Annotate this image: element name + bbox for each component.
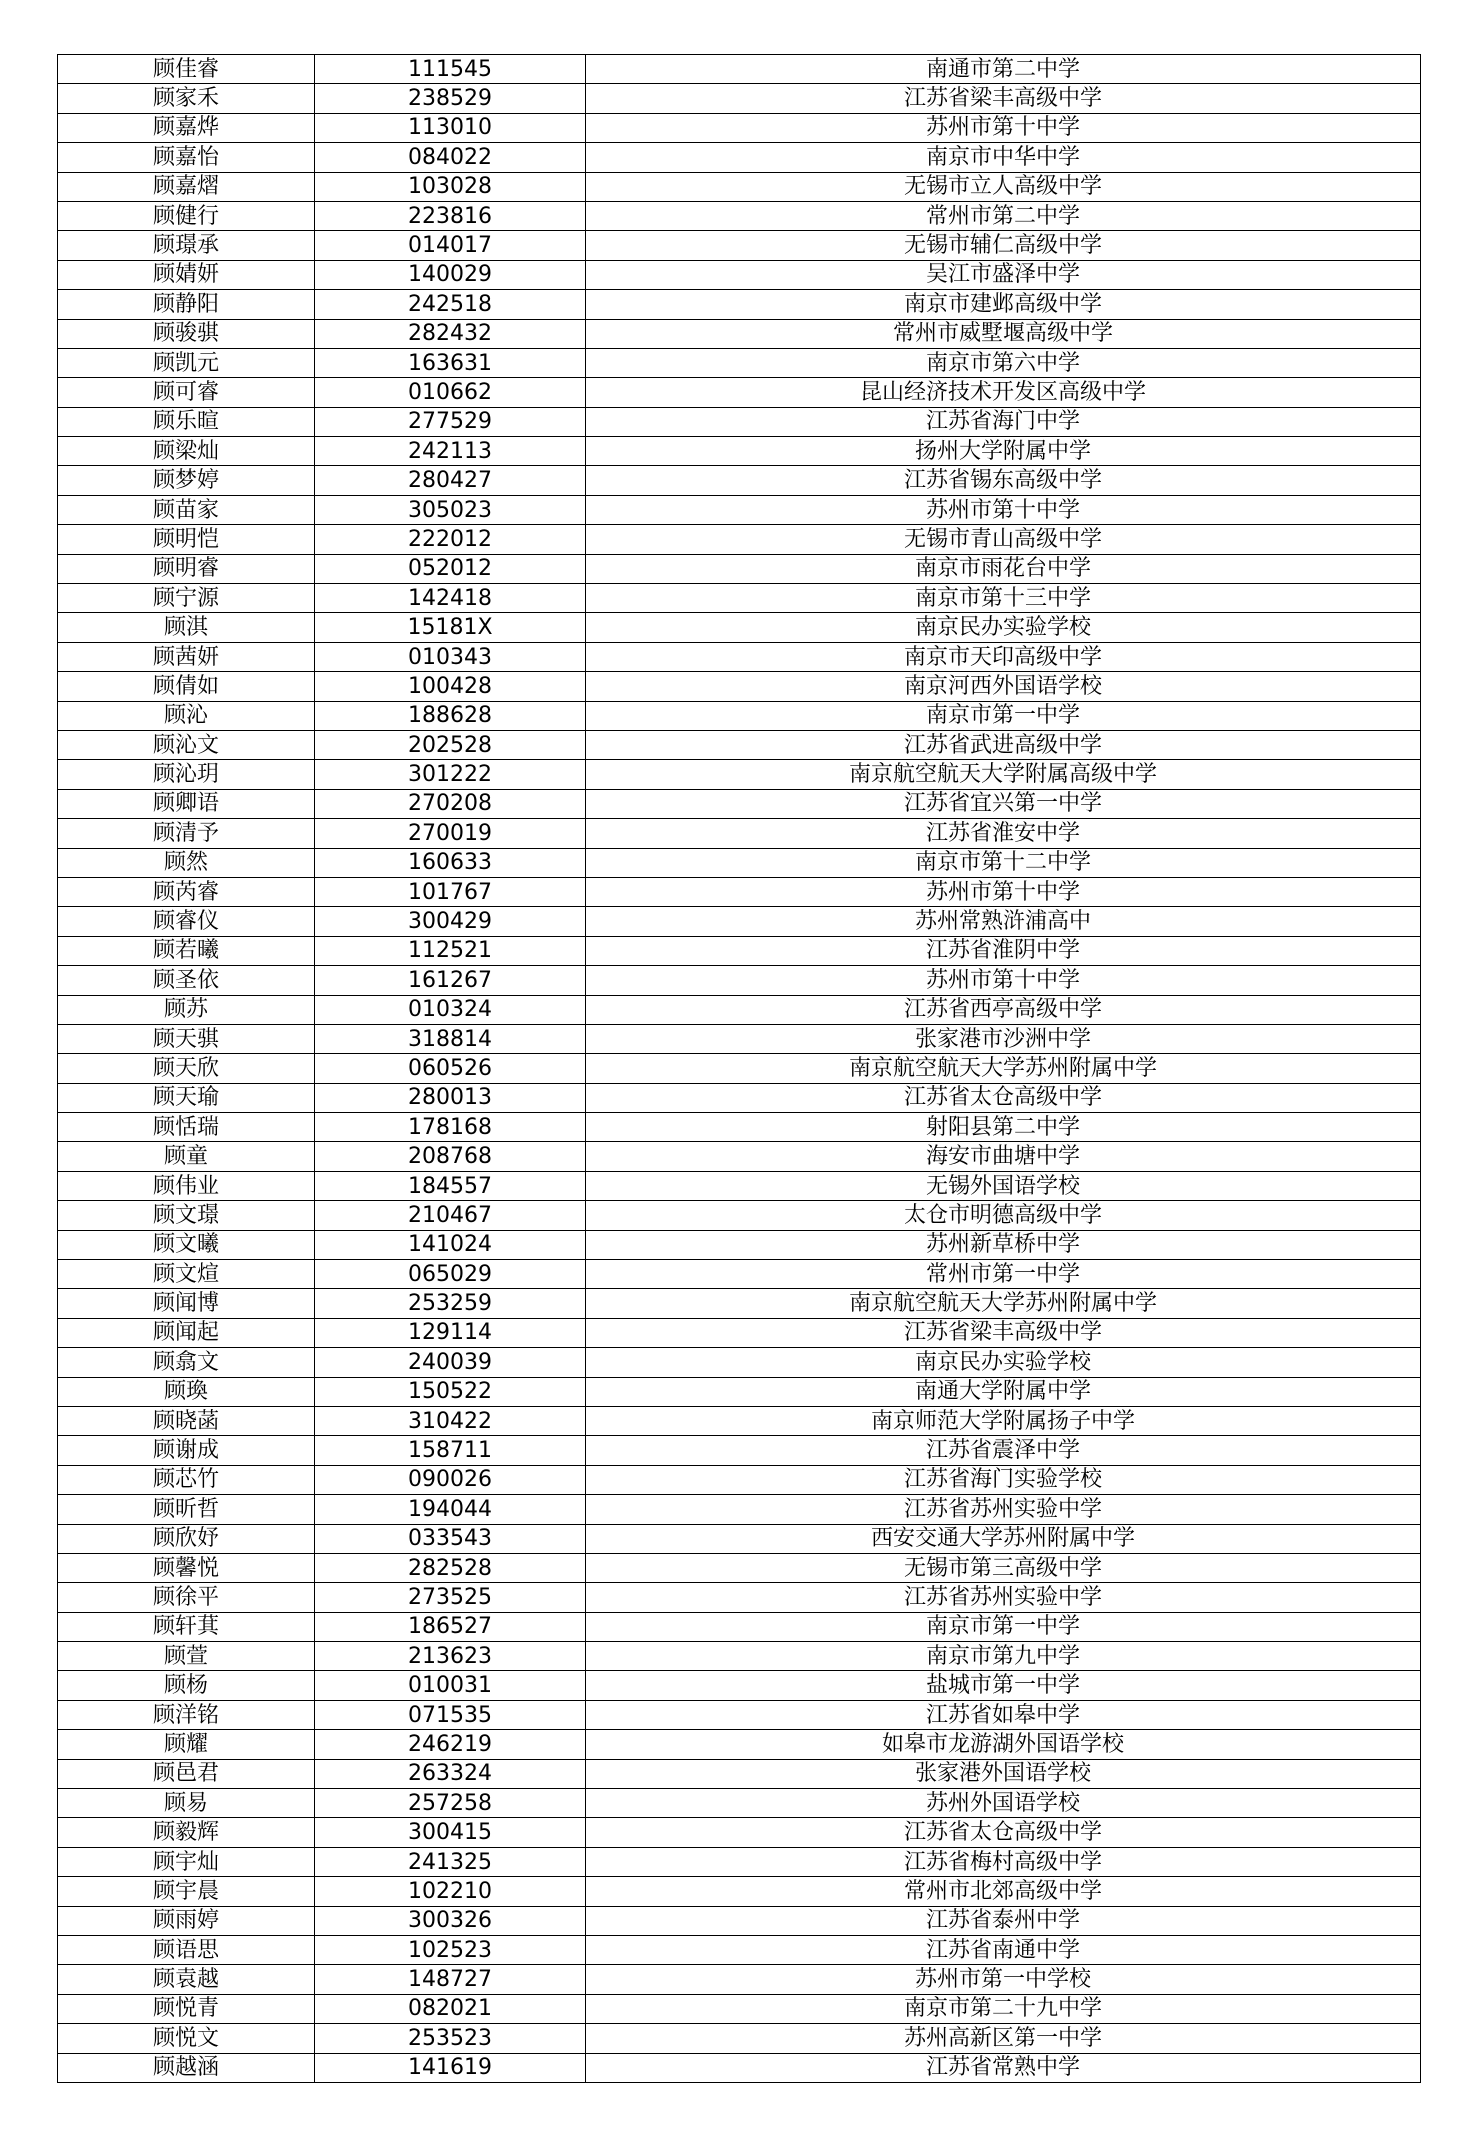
student-id-cell: 246219 [315, 1730, 586, 1759]
table-row [58, 672, 1421, 701]
school-name-cell: 西安交通大学苏州附属中学 [586, 1524, 1421, 1553]
student-id-cell: 300326 [315, 1906, 586, 1935]
school-name-cell: 江苏省常熟中学 [586, 2053, 1421, 2082]
student-id-cell: 178168 [315, 1113, 586, 1142]
table-row [58, 1406, 1421, 1435]
student-name-cell: 顾宇晨 [58, 1877, 315, 1906]
school-name-cell: 苏州外国语学校 [586, 1789, 1421, 1818]
student-id-cell: 141024 [315, 1230, 586, 1259]
student-id-cell: 014017 [315, 231, 586, 260]
table-row [58, 1495, 1421, 1524]
student-id-cell: 161267 [315, 966, 586, 995]
student-id-cell: 065029 [315, 1260, 586, 1289]
table-row [58, 1377, 1421, 1406]
student-id-cell: 140029 [315, 260, 586, 289]
student-name-cell: 顾昕哲 [58, 1495, 315, 1524]
student-name-cell: 顾卿语 [58, 789, 315, 818]
school-name-cell: 吴江市盛泽中学 [586, 260, 1421, 289]
student-name-cell: 顾苗家 [58, 495, 315, 524]
student-id-cell: 010324 [315, 995, 586, 1024]
school-name-cell: 江苏省锡东高级中学 [586, 466, 1421, 495]
school-name-cell: 南京航空航天大学苏州附属中学 [586, 1289, 1421, 1318]
school-name-cell: 苏州市第十中学 [586, 113, 1421, 142]
student-name-cell: 顾徐平 [58, 1583, 315, 1612]
school-name-cell: 江苏省淮安中学 [586, 819, 1421, 848]
student-name-cell: 顾明恺 [58, 525, 315, 554]
table-row [58, 1612, 1421, 1641]
student-id-cell: 186527 [315, 1612, 586, 1641]
school-name-cell: 南京市第二十九中学 [586, 1994, 1421, 2023]
student-id-cell: 102210 [315, 1877, 586, 1906]
student-id-cell: 223816 [315, 201, 586, 230]
student-name-cell: 顾邑君 [58, 1759, 315, 1788]
student-name-cell: 顾清予 [58, 819, 315, 848]
student-name-cell: 顾闻博 [58, 1289, 315, 1318]
school-name-cell: 江苏省西亭高级中学 [586, 995, 1421, 1024]
school-name-cell: 江苏省泰州中学 [586, 1906, 1421, 1935]
student-name-cell: 顾易 [58, 1789, 315, 1818]
table-row [58, 701, 1421, 730]
school-name-cell: 江苏省宜兴第一中学 [586, 789, 1421, 818]
student-id-cell: 111545 [315, 55, 586, 84]
school-name-cell: 南通市第二中学 [586, 55, 1421, 84]
school-name-cell: 江苏省震泽中学 [586, 1436, 1421, 1465]
student-id-cell: 300415 [315, 1818, 586, 1847]
table-row [58, 1818, 1421, 1847]
student-name-cell: 顾璟承 [58, 231, 315, 260]
student-id-cell: 103028 [315, 172, 586, 201]
student-name-cell: 顾婧妍 [58, 260, 315, 289]
student-name-cell: 顾晓菡 [58, 1406, 315, 1435]
student-id-cell: 160633 [315, 848, 586, 877]
student-name-cell: 顾静阳 [58, 290, 315, 319]
school-name-cell: 江苏省苏州实验中学 [586, 1495, 1421, 1524]
school-name-cell: 无锡外国语学校 [586, 1171, 1421, 1200]
table-row [58, 319, 1421, 348]
table-row [58, 495, 1421, 524]
student-id-cell: 188628 [315, 701, 586, 730]
table-row [58, 1465, 1421, 1494]
student-id-cell: 082021 [315, 1994, 586, 2023]
school-name-cell: 南京市天印高级中学 [586, 642, 1421, 671]
school-name-cell: 扬州大学附属中学 [586, 437, 1421, 466]
student-id-cell: 253259 [315, 1289, 586, 1318]
table-row [58, 554, 1421, 583]
table-row [58, 1553, 1421, 1582]
table-row [58, 1436, 1421, 1465]
school-name-cell: 太仓市明德高级中学 [586, 1201, 1421, 1230]
table-row [58, 1936, 1421, 1965]
roster-table-body [58, 55, 1421, 2083]
student-id-cell: 280427 [315, 466, 586, 495]
student-id-cell: 263324 [315, 1759, 586, 1788]
school-name-cell: 南通大学附属中学 [586, 1377, 1421, 1406]
student-id-cell: 100428 [315, 672, 586, 701]
table-row [58, 1994, 1421, 2023]
table-row [58, 1348, 1421, 1377]
student-name-cell: 顾圣依 [58, 966, 315, 995]
table-row [58, 1642, 1421, 1671]
student-id-cell: 113010 [315, 113, 586, 142]
student-name-cell: 顾语思 [58, 1936, 315, 1965]
student-name-cell: 顾瑍 [58, 1377, 315, 1406]
student-name-cell: 顾轩萁 [58, 1612, 315, 1641]
student-name-cell: 顾骏骐 [58, 319, 315, 348]
table-row [58, 789, 1421, 818]
school-name-cell: 苏州市第一中学校 [586, 1965, 1421, 1994]
student-id-cell: 010031 [315, 1671, 586, 1700]
student-id-cell: 141619 [315, 2053, 586, 2082]
student-id-cell: 270019 [315, 819, 586, 848]
student-id-cell: 129114 [315, 1318, 586, 1347]
student-name-cell: 顾茜妍 [58, 642, 315, 671]
student-name-cell: 顾雨婷 [58, 1906, 315, 1935]
school-name-cell: 南京师范大学附属扬子中学 [586, 1406, 1421, 1435]
table-row [58, 2053, 1421, 2082]
student-name-cell: 顾芯竹 [58, 1465, 315, 1494]
student-name-cell: 顾芮睿 [58, 877, 315, 906]
student-id-cell: 277529 [315, 407, 586, 436]
student-name-cell: 顾沁文 [58, 730, 315, 759]
school-name-cell: 无锡市第三高级中学 [586, 1553, 1421, 1582]
student-id-cell: 052012 [315, 554, 586, 583]
table-row [58, 113, 1421, 142]
student-id-cell: 112521 [315, 936, 586, 965]
school-name-cell: 江苏省梁丰高级中学 [586, 84, 1421, 113]
table-row [58, 1847, 1421, 1876]
student-id-cell: 270208 [315, 789, 586, 818]
student-id-cell: 222012 [315, 525, 586, 554]
table-row [58, 819, 1421, 848]
table-row [58, 1083, 1421, 1112]
student-id-cell: 142418 [315, 584, 586, 613]
student-name-cell: 顾悦文 [58, 2024, 315, 2053]
table-row [58, 1054, 1421, 1083]
student-name-cell: 顾悦青 [58, 1994, 315, 2023]
student-name-cell: 顾健行 [58, 201, 315, 230]
student-id-cell: 253523 [315, 2024, 586, 2053]
student-name-cell: 顾沁玥 [58, 760, 315, 789]
student-id-cell: 202528 [315, 730, 586, 759]
student-id-cell: 280013 [315, 1083, 586, 1112]
student-name-cell: 顾童 [58, 1142, 315, 1171]
student-name-cell: 顾毅辉 [58, 1818, 315, 1847]
school-name-cell: 南京市第十三中学 [586, 584, 1421, 613]
school-name-cell: 苏州市第十中学 [586, 966, 1421, 995]
table-row [58, 1113, 1421, 1142]
student-name-cell: 顾睿仪 [58, 907, 315, 936]
school-name-cell: 南京市建邺高级中学 [586, 290, 1421, 319]
student-id-cell: 208768 [315, 1142, 586, 1171]
table-row [58, 1877, 1421, 1906]
student-name-cell: 顾谢成 [58, 1436, 315, 1465]
table-row [58, 55, 1421, 84]
table-row [58, 1789, 1421, 1818]
school-name-cell: 南京河西外国语学校 [586, 672, 1421, 701]
school-name-cell: 江苏省淮阴中学 [586, 936, 1421, 965]
table-row [58, 290, 1421, 319]
table-row [58, 525, 1421, 554]
student-name-cell: 顾文煊 [58, 1260, 315, 1289]
student-id-cell: 318814 [315, 1024, 586, 1053]
table-row [58, 348, 1421, 377]
student-name-cell: 顾梁灿 [58, 437, 315, 466]
student-id-cell: 071535 [315, 1700, 586, 1729]
table-row [58, 907, 1421, 936]
student-name-cell: 顾嘉怡 [58, 143, 315, 172]
school-name-cell: 南京市第十二中学 [586, 848, 1421, 877]
table-row [58, 1260, 1421, 1289]
table-row [58, 1965, 1421, 1994]
table-row [58, 1289, 1421, 1318]
school-name-cell: 昆山经济技术开发区高级中学 [586, 378, 1421, 407]
school-name-cell: 南京市雨花台中学 [586, 554, 1421, 583]
school-name-cell: 苏州常熟浒浦高中 [586, 907, 1421, 936]
school-name-cell: 南京市第九中学 [586, 1642, 1421, 1671]
table-row [58, 642, 1421, 671]
school-name-cell: 江苏省梁丰高级中学 [586, 1318, 1421, 1347]
school-name-cell: 江苏省梅村高级中学 [586, 1847, 1421, 1876]
student-name-cell: 顾苏 [58, 995, 315, 1024]
table-row [58, 584, 1421, 613]
school-name-cell: 苏州市第十中学 [586, 877, 1421, 906]
school-name-cell: 南京市第一中学 [586, 1612, 1421, 1641]
student-id-cell: 282528 [315, 1553, 586, 1582]
student-name-cell: 顾越涵 [58, 2053, 315, 2082]
student-id-cell: 301222 [315, 760, 586, 789]
student-name-cell: 顾家禾 [58, 84, 315, 113]
table-row [58, 730, 1421, 759]
student-id-cell: 194044 [315, 1495, 586, 1524]
school-name-cell: 常州市威墅堰高级中学 [586, 319, 1421, 348]
school-name-cell: 苏州新草桥中学 [586, 1230, 1421, 1259]
table-row [58, 1671, 1421, 1700]
table-row [58, 378, 1421, 407]
table-row [58, 1700, 1421, 1729]
school-name-cell: 苏州高新区第一中学 [586, 2024, 1421, 2053]
school-name-cell: 张家港市沙洲中学 [586, 1024, 1421, 1053]
student-id-cell: 158711 [315, 1436, 586, 1465]
student-name-cell: 顾宇灿 [58, 1847, 315, 1876]
table-row [58, 466, 1421, 495]
student-id-cell: 033543 [315, 1524, 586, 1553]
student-name-cell: 顾恬瑞 [58, 1113, 315, 1142]
student-name-cell: 顾天骐 [58, 1024, 315, 1053]
student-id-cell: 084022 [315, 143, 586, 172]
table-row [58, 936, 1421, 965]
school-name-cell: 南京民办实验学校 [586, 1348, 1421, 1377]
table-row [58, 1201, 1421, 1230]
student-name-cell: 顾耀 [58, 1730, 315, 1759]
student-id-cell: 150522 [315, 1377, 586, 1406]
student-name-cell: 顾宁源 [58, 584, 315, 613]
student-name-cell: 顾闻起 [58, 1318, 315, 1347]
school-name-cell: 常州市第一中学 [586, 1260, 1421, 1289]
student-id-cell: 148727 [315, 1965, 586, 1994]
student-name-cell: 顾佳睿 [58, 55, 315, 84]
student-name-cell: 顾天瑜 [58, 1083, 315, 1112]
student-id-cell: 210467 [315, 1201, 586, 1230]
table-row [58, 201, 1421, 230]
student-id-cell: 305023 [315, 495, 586, 524]
student-name-cell: 顾萱 [58, 1642, 315, 1671]
school-name-cell: 南京市第一中学 [586, 701, 1421, 730]
table-row [58, 1024, 1421, 1053]
student-name-cell: 顾伟业 [58, 1171, 315, 1200]
school-name-cell: 常州市第二中学 [586, 201, 1421, 230]
table-row [58, 172, 1421, 201]
table-row [58, 877, 1421, 906]
table-row [58, 760, 1421, 789]
student-id-cell: 15181X [315, 613, 586, 642]
student-name-cell: 顾袁越 [58, 1965, 315, 1994]
student-name-cell: 顾洋铭 [58, 1700, 315, 1729]
school-name-cell: 无锡市青山高级中学 [586, 525, 1421, 554]
student-id-cell: 242113 [315, 437, 586, 466]
school-name-cell: 张家港外国语学校 [586, 1759, 1421, 1788]
school-name-cell: 南京航空航天大学附属高级中学 [586, 760, 1421, 789]
table-row [58, 231, 1421, 260]
school-name-cell: 南京民办实验学校 [586, 613, 1421, 642]
school-name-cell: 苏州市第十中学 [586, 495, 1421, 524]
student-id-cell: 010343 [315, 642, 586, 671]
student-id-cell: 213623 [315, 1642, 586, 1671]
table-row [58, 407, 1421, 436]
student-name-cell: 顾文曦 [58, 1230, 315, 1259]
student-name-cell: 顾天欣 [58, 1054, 315, 1083]
table-row [58, 2024, 1421, 2053]
school-name-cell: 如皋市龙游湖外国语学校 [586, 1730, 1421, 1759]
student-name-cell: 顾若曦 [58, 936, 315, 965]
table-row [58, 437, 1421, 466]
table-row [58, 613, 1421, 642]
table-row [58, 84, 1421, 113]
student-name-cell: 顾然 [58, 848, 315, 877]
school-name-cell: 无锡市辅仁高级中学 [586, 231, 1421, 260]
student-name-cell: 顾翕文 [58, 1348, 315, 1377]
student-name-cell: 顾欣妤 [58, 1524, 315, 1553]
table-row [58, 1142, 1421, 1171]
roster-table [57, 54, 1421, 2083]
student-name-cell: 顾可睿 [58, 378, 315, 407]
school-name-cell: 江苏省海门中学 [586, 407, 1421, 436]
student-name-cell: 顾嘉熠 [58, 172, 315, 201]
student-name-cell: 顾梦婷 [58, 466, 315, 495]
student-name-cell: 顾淇 [58, 613, 315, 642]
table-row [58, 1230, 1421, 1259]
student-id-cell: 300429 [315, 907, 586, 936]
table-row [58, 260, 1421, 289]
table-row [58, 1524, 1421, 1553]
student-id-cell: 240039 [315, 1348, 586, 1377]
student-id-cell: 242518 [315, 290, 586, 319]
student-id-cell: 257258 [315, 1789, 586, 1818]
school-name-cell: 江苏省南通中学 [586, 1936, 1421, 1965]
student-id-cell: 060526 [315, 1054, 586, 1083]
table-row [58, 1318, 1421, 1347]
student-name-cell: 顾乐暄 [58, 407, 315, 436]
student-name-cell: 顾明睿 [58, 554, 315, 583]
student-id-cell: 282432 [315, 319, 586, 348]
school-name-cell: 江苏省太仓高级中学 [586, 1083, 1421, 1112]
student-id-cell: 310422 [315, 1406, 586, 1435]
school-name-cell: 江苏省武进高级中学 [586, 730, 1421, 759]
school-name-cell: 射阳县第二中学 [586, 1113, 1421, 1142]
student-id-cell: 241325 [315, 1847, 586, 1876]
student-id-cell: 101767 [315, 877, 586, 906]
student-id-cell: 102523 [315, 1936, 586, 1965]
school-name-cell: 盐城市第一中学 [586, 1671, 1421, 1700]
student-id-cell: 238529 [315, 84, 586, 113]
table-row [58, 1759, 1421, 1788]
school-name-cell: 南京市中华中学 [586, 143, 1421, 172]
student-name-cell: 顾沁 [58, 701, 315, 730]
student-name-cell: 顾凯元 [58, 348, 315, 377]
table-row [58, 143, 1421, 172]
school-name-cell: 江苏省苏州实验中学 [586, 1583, 1421, 1612]
table-row [58, 1906, 1421, 1935]
school-name-cell: 江苏省海门实验学校 [586, 1465, 1421, 1494]
student-id-cell: 010662 [315, 378, 586, 407]
student-id-cell: 163631 [315, 348, 586, 377]
table-row [58, 1583, 1421, 1612]
student-name-cell: 顾嘉烨 [58, 113, 315, 142]
student-name-cell: 顾倩如 [58, 672, 315, 701]
student-name-cell: 顾杨 [58, 1671, 315, 1700]
student-id-cell: 273525 [315, 1583, 586, 1612]
student-id-cell: 090026 [315, 1465, 586, 1494]
student-id-cell: 184557 [315, 1171, 586, 1200]
table-row [58, 848, 1421, 877]
table-row [58, 1171, 1421, 1200]
table-row [58, 995, 1421, 1024]
school-name-cell: 江苏省太仓高级中学 [586, 1818, 1421, 1847]
school-name-cell: 常州市北郊高级中学 [586, 1877, 1421, 1906]
student-name-cell: 顾文璟 [58, 1201, 315, 1230]
table-row [58, 1730, 1421, 1759]
school-name-cell: 无锡市立人高级中学 [586, 172, 1421, 201]
school-name-cell: 海安市曲塘中学 [586, 1142, 1421, 1171]
school-name-cell: 南京航空航天大学苏州附属中学 [586, 1054, 1421, 1083]
student-name-cell: 顾馨悦 [58, 1553, 315, 1582]
school-name-cell: 南京市第六中学 [586, 348, 1421, 377]
table-row [58, 966, 1421, 995]
school-name-cell: 江苏省如皋中学 [586, 1700, 1421, 1729]
